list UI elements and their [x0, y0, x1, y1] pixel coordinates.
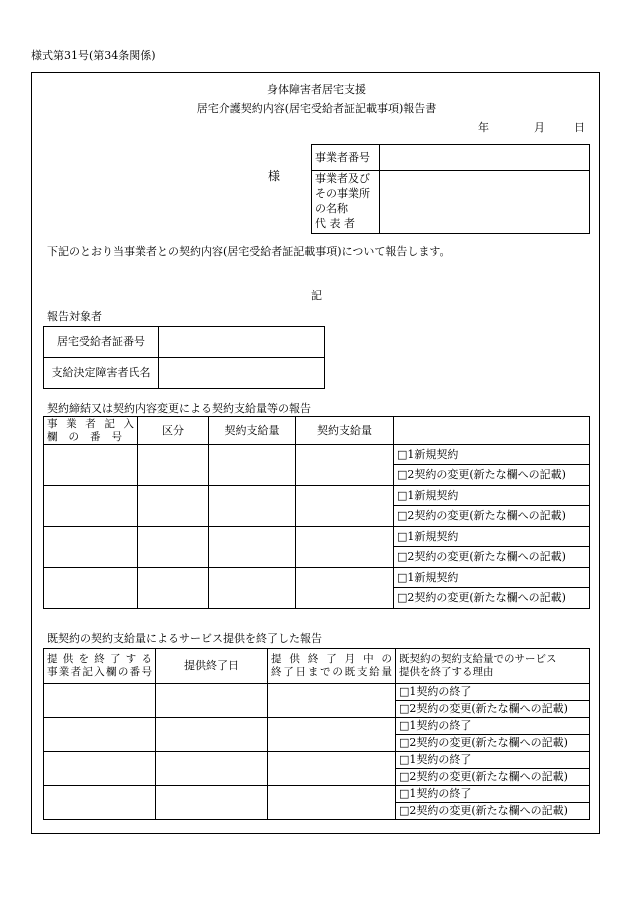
contract-cell-number[interactable] [44, 445, 138, 486]
termination-header-number [44, 649, 156, 684]
termination-table [43, 648, 590, 820]
contract-cell-category[interactable] [138, 445, 209, 486]
contract-cell-number[interactable] [44, 486, 138, 527]
option-new-contract[interactable]: □1新規契約 [394, 486, 590, 506]
termination-header-reason [396, 649, 590, 684]
provider-name-field[interactable] [380, 171, 590, 234]
intro-text: 下記のとおり当事業者との契約内容(居宅受給者証記載事項)について報告します。 [47, 245, 451, 258]
contract-row [44, 486, 590, 506]
provider-table [311, 144, 590, 234]
ki-heading: 記 [311, 289, 322, 302]
contract-row [44, 445, 590, 465]
provider-name-label-line: その事業所 [315, 187, 370, 201]
contract-header-number [44, 417, 138, 445]
option-contract-end[interactable]: □1契約の終了 [396, 718, 590, 735]
contract-cell-number[interactable] [44, 527, 138, 568]
provider-number-label: 事業者番号 [312, 145, 380, 171]
option-contract-change[interactable]: □2契約の変更(新たな欄への記載) [396, 803, 590, 820]
termination-header-number-line1: 提 供 を 終 了 す る [47, 653, 152, 666]
termination-cell-end-date[interactable] [156, 684, 268, 718]
contract-cell-amount-2[interactable] [296, 445, 394, 486]
termination-cell-number[interactable] [44, 718, 156, 752]
date-year: 年 [478, 121, 489, 134]
termination-row [44, 786, 590, 803]
form-number: 様式第31号(第34条関係) [31, 49, 156, 62]
subject-section-title: 報告対象者 [47, 310, 102, 323]
provider-name-label-line: 代 表 者 [315, 216, 355, 230]
contract-cell-category[interactable] [138, 486, 209, 527]
termination-header-supplied [268, 649, 396, 684]
provider-name-label-line: の名称 [315, 202, 348, 215]
contract-header-option [394, 417, 590, 445]
termination-section-title: 既契約の契約支給量によるサービス提供を終了した報告 [47, 632, 322, 645]
option-contract-change[interactable]: □2契約の変更(新たな欄への記載) [396, 701, 590, 718]
contract-cell-number[interactable] [44, 568, 138, 609]
termination-cell-supplied[interactable] [268, 786, 396, 820]
option-new-contract[interactable]: □1新規契約 [394, 527, 590, 547]
contract-cell-amount-1[interactable] [209, 445, 296, 486]
form-frame [31, 72, 600, 834]
contract-row [44, 527, 590, 547]
option-contract-change[interactable]: □2契約の変更(新たな欄への記載) [394, 588, 590, 609]
contract-cell-amount-1[interactable] [209, 486, 296, 527]
termination-header-end-date: 提供終了日 [156, 649, 268, 684]
contract-cell-amount-2[interactable] [296, 486, 394, 527]
contract-row [44, 568, 590, 588]
option-contract-end[interactable]: □1契約の終了 [396, 786, 590, 803]
contract-cell-amount-1[interactable] [209, 568, 296, 609]
contract-cell-amount-2[interactable] [296, 568, 394, 609]
contract-cell-category[interactable] [138, 527, 209, 568]
contract-header-number-line1: 事 業 者 記 入 [47, 418, 134, 431]
option-contract-change[interactable]: □2契約の変更(新たな欄への記載) [396, 735, 590, 752]
termination-header-reason-line1: 既契約の契約支給量でのサービス [399, 653, 557, 666]
contract-header-category: 区分 [138, 417, 209, 445]
subject-table [43, 326, 325, 389]
termination-row [44, 718, 590, 735]
addressee-suffix: 様 [268, 169, 281, 183]
termination-header-supplied-line1: 提 供 終 了 月 中 の [271, 653, 392, 666]
contract-header-amount-2: 契約支給量 [296, 417, 394, 445]
termination-header-number-line2: 事業者記入欄の番号 [47, 666, 152, 678]
title-line1: 身体障害者居宅支援 [267, 83, 366, 96]
termination-cell-number[interactable] [44, 684, 156, 718]
option-new-contract[interactable]: □1新規契約 [394, 445, 590, 465]
termination-row [44, 684, 590, 701]
recipient-name-field[interactable] [159, 358, 325, 389]
option-contract-change[interactable]: □2契約の変更(新たな欄への記載) [394, 547, 590, 568]
termination-cell-end-date[interactable] [156, 786, 268, 820]
termination-cell-number[interactable] [44, 752, 156, 786]
termination-header-supplied-line2: 終了日までの既支給量 [271, 666, 392, 678]
provider-name-label [312, 171, 380, 234]
termination-cell-supplied[interactable] [268, 684, 396, 718]
termination-row [44, 752, 590, 769]
termination-cell-end-date[interactable] [156, 718, 268, 752]
contract-cell-amount-1[interactable] [209, 527, 296, 568]
termination-cell-number[interactable] [44, 786, 156, 820]
contract-table [43, 416, 590, 609]
termination-header-reason-line2: 提供を終了する理由 [399, 666, 494, 678]
option-new-contract[interactable]: □1新規契約 [394, 568, 590, 588]
termination-cell-supplied[interactable] [268, 718, 396, 752]
termination-cell-end-date[interactable] [156, 752, 268, 786]
cert-number-field[interactable] [159, 327, 325, 358]
provider-name-label-line: 事業者及び [315, 172, 370, 186]
contract-section-title: 契約締結又は契約内容変更による契約支給量等の報告 [47, 402, 311, 415]
date-month: 月 [534, 121, 545, 134]
option-contract-change[interactable]: □2契約の変更(新たな欄への記載) [396, 769, 590, 786]
option-contract-change[interactable]: □2契約の変更(新たな欄への記載) [394, 506, 590, 527]
title-line2: 居宅介護契約内容(居宅受給者証記載事項)報告書 [196, 102, 437, 115]
termination-cell-supplied[interactable] [268, 752, 396, 786]
cert-number-label: 居宅受給者証番号 [44, 327, 159, 358]
contract-cell-category[interactable] [138, 568, 209, 609]
option-contract-change[interactable]: □2契約の変更(新たな欄への記載) [394, 465, 590, 486]
contract-header-amount-1: 契約支給量 [209, 417, 296, 445]
contract-cell-amount-2[interactable] [296, 527, 394, 568]
date-day: 日 [574, 121, 585, 134]
option-contract-end[interactable]: □1契約の終了 [396, 752, 590, 769]
option-contract-end[interactable]: □1契約の終了 [396, 684, 590, 701]
provider-number-field[interactable] [380, 145, 590, 171]
contract-header-number-line2: 欄 の 番 号 [47, 430, 122, 443]
recipient-name-label: 支給決定障害者氏名 [44, 358, 159, 389]
